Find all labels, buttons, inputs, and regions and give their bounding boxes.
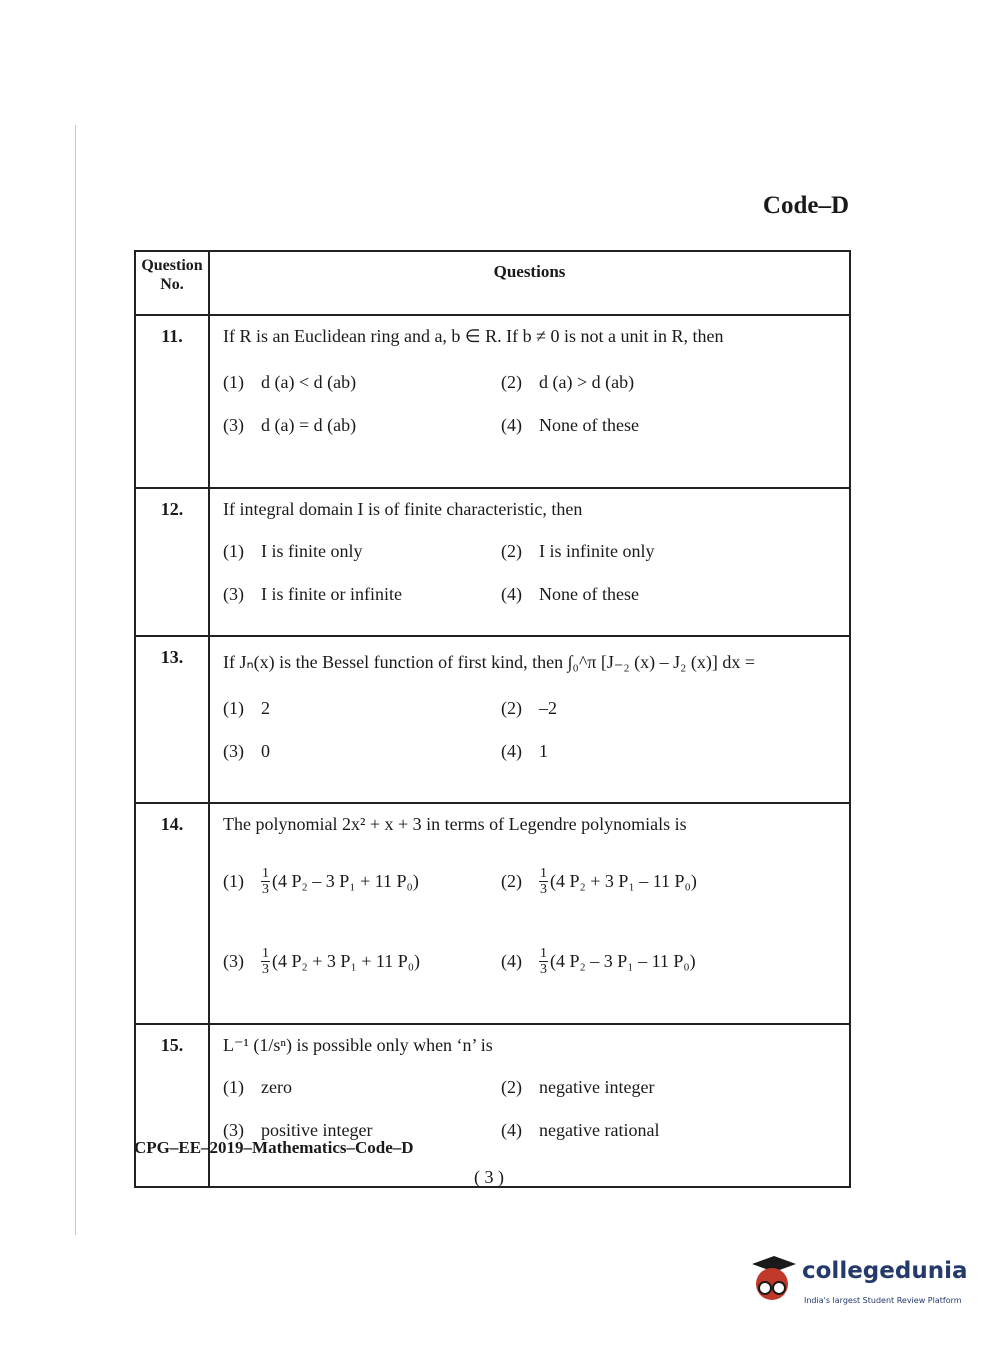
question-stem: If R is an Euclidean ring and a, b ∈ R. If b ≠ 0 is not a unit in R, then (223, 326, 724, 346)
question-row (135, 488, 850, 636)
option-4: (4) None of these (501, 584, 639, 604)
question-number: 11. (135, 315, 209, 488)
option-2: (2) –2 (501, 698, 557, 718)
header-questions: Questions (209, 251, 850, 315)
watermark-logo (744, 1252, 974, 1312)
option-3: (3) $\frac{1}{3}$ (4 P₂ + 3 P₁ + 11 P₀) (223, 945, 420, 977)
table-header (135, 251, 850, 315)
question-stem: If integral domain I is of finite characteristic, then (223, 499, 583, 519)
option-2: (2) negative integer (501, 1077, 655, 1097)
fraction-one-third: $\frac{1}{3}$ (540, 945, 547, 977)
fraction-one-third: $\frac{1}{3}$ (262, 945, 269, 977)
option-4: (4) $\frac{1}{3}$ (4 P₂ – 3 P₁ – 11 P₀) (501, 945, 696, 977)
header-question-no: Question No. (135, 251, 209, 315)
option-1: (1) $\frac{1}{3}$ (4 P₂ – 3 P₁ + 11 P₀) (223, 865, 419, 897)
question-number: 12. (135, 488, 209, 636)
option-1: (1) I is finite only (223, 541, 363, 561)
paper-code: Code–D (762, 192, 849, 219)
brand-name: collegedunia (802, 1258, 968, 1284)
question-number: 13. (135, 636, 209, 803)
option-3: (3) I is finite or infinite (223, 584, 402, 604)
question-body (209, 1024, 850, 1187)
option-2: (2) d (a) > d (ab) (501, 372, 635, 392)
question-body (209, 803, 850, 1024)
question-stem: If Jₙ(x) is the Bessel function of first kind, then ∫₀^π [J₋₂ (x) – J₂ (x)] dx = (223, 652, 756, 672)
option-4: (4) 1 (501, 741, 548, 761)
fraction-one-third: $\frac{1}{3}$ (540, 865, 547, 897)
page-number: ( 3 ) (474, 1167, 504, 1187)
option-2: (2) I is infinite only (501, 541, 655, 561)
option-4: (4) negative rational (501, 1120, 660, 1140)
question-row (135, 1024, 850, 1187)
mascot-icon (744, 1252, 800, 1308)
question-stem: L⁻¹ (1/sⁿ) is possible only when ‘n’ is (223, 1035, 493, 1055)
option-1: (1) zero (223, 1077, 292, 1097)
question-table (134, 250, 851, 1188)
scan-edge-line (75, 125, 76, 1235)
question-number: 14. (135, 803, 209, 1024)
option-1: (1) 2 (223, 698, 270, 718)
brand-tagline: India's largest Student Review Platform (804, 1296, 962, 1305)
option-2: (2) $\frac{1}{3}$ (4 P₂ + 3 P₁ – 11 P₀) (501, 865, 697, 897)
question-row (135, 803, 850, 1024)
fraction-one-third: $\frac{1}{3}$ (262, 865, 269, 897)
option-3: (3) d (a) = d (ab) (223, 415, 357, 435)
question-body (209, 636, 850, 803)
footer-paper-id: CPG–EE–2019–Mathematics–Code–D (134, 1138, 414, 1157)
option-3: (3) 0 (223, 741, 270, 761)
question-body (209, 315, 850, 488)
question-row (135, 636, 850, 803)
question-number: 15. (135, 1024, 209, 1187)
option-1: (1) d (a) < d (ab) (223, 372, 357, 392)
question-row (135, 315, 850, 488)
option-4: (4) None of these (501, 415, 639, 435)
question-stem: The polynomial 2x² + x + 3 in terms of Legendre polynomials is (223, 814, 687, 834)
question-body (209, 488, 850, 636)
option-3: (3) positive integer (223, 1120, 373, 1140)
